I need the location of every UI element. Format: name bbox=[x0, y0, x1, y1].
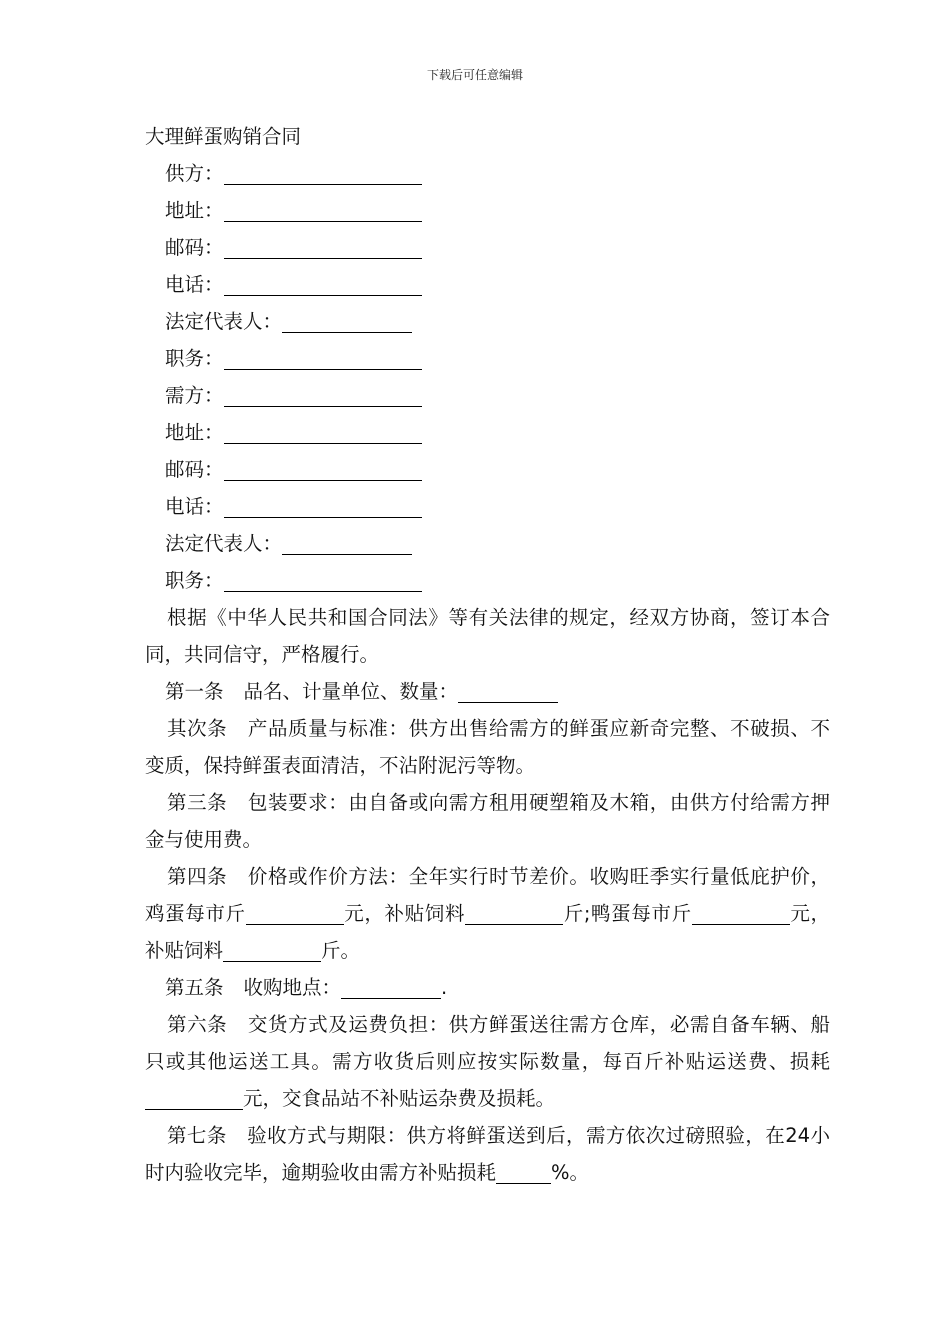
article-4 bbox=[145, 858, 830, 969]
article-1 bbox=[145, 673, 830, 710]
supplier-position-field bbox=[145, 340, 830, 377]
article-3 bbox=[145, 784, 830, 858]
article-text: 品名、计量单位、数量： bbox=[243, 680, 459, 703]
fill-line[interactable] bbox=[465, 902, 563, 925]
buyer-address-field bbox=[145, 414, 830, 451]
supplier-phone-field bbox=[145, 266, 830, 303]
article-number: 第四条 bbox=[167, 865, 228, 888]
field-label: 职务： bbox=[165, 347, 224, 370]
article-number: 第七条 bbox=[167, 1124, 227, 1147]
article-text: 包装要求：由自备或向需方租用硬塑箱及木箱，由供方付给需方押金与使用费。 bbox=[145, 791, 830, 851]
article-number: 第三条 bbox=[167, 791, 228, 814]
buyer-postcode-field bbox=[145, 451, 830, 488]
buyer-section bbox=[145, 377, 830, 599]
fill-line[interactable] bbox=[224, 273, 422, 296]
fill-line[interactable] bbox=[282, 532, 412, 555]
field-label: 地址： bbox=[165, 421, 224, 444]
field-label: 邮码： bbox=[165, 236, 224, 259]
article-text: 小时内验收完毕，逾期验收由需方补贴损耗 bbox=[145, 1124, 830, 1184]
fill-line[interactable] bbox=[282, 310, 412, 333]
article-text: . bbox=[441, 976, 448, 999]
fill-line[interactable] bbox=[496, 1161, 551, 1184]
fill-line[interactable] bbox=[145, 1087, 243, 1110]
field-label: 电话： bbox=[165, 495, 224, 518]
article-5 bbox=[145, 969, 830, 1006]
article-7 bbox=[145, 1117, 830, 1191]
contract-body bbox=[145, 118, 830, 1191]
field-label: 地址： bbox=[165, 199, 224, 222]
fill-line[interactable] bbox=[692, 902, 790, 925]
article-text: 斤;鸭蛋每市斤 bbox=[563, 902, 692, 925]
supplier-section bbox=[145, 155, 830, 377]
article-number: 其次条 bbox=[167, 717, 228, 740]
field-label: 电话： bbox=[165, 273, 224, 296]
article-text: 产品质量与标准：供方出售给需方的鲜蛋应新奇完整、不破损、不变质，保持鲜蛋表面清洁，不沾附泥污等物。 bbox=[145, 717, 830, 777]
fill-line[interactable] bbox=[224, 347, 422, 370]
article-text: 收购地点： bbox=[243, 976, 342, 999]
fill-line[interactable] bbox=[246, 902, 344, 925]
field-label: 邮码： bbox=[165, 458, 224, 481]
supplier-postcode-field bbox=[145, 229, 830, 266]
field-label: 法定代表人： bbox=[165, 310, 283, 333]
article-text: 斤。 bbox=[321, 939, 361, 962]
article-number: 第六条 bbox=[167, 1013, 228, 1036]
fill-line[interactable] bbox=[224, 236, 422, 259]
article-number: 第一条 bbox=[165, 680, 224, 703]
article-text: 验收方式与期限：供方将鲜蛋送到后，需方依次过磅照验，在 bbox=[246, 1124, 786, 1147]
article-text: 元，补贴饲料 bbox=[343, 902, 466, 925]
intro-paragraph: 根据《中华人民共和国合同法》等有关法律的规定，经双方协商，签订本合同，共同信守，严格履行。 bbox=[145, 606, 830, 666]
fill-line[interactable] bbox=[224, 495, 422, 518]
supplier-address-field bbox=[145, 192, 830, 229]
article-6 bbox=[145, 1006, 830, 1117]
fill-line[interactable] bbox=[224, 199, 422, 222]
article-text: 元，补贴饲料 bbox=[145, 902, 830, 962]
field-label: 法定代表人： bbox=[165, 532, 283, 555]
document-title: 大理鲜蛋购销合同 bbox=[145, 125, 302, 148]
field-label: 职务： bbox=[165, 569, 224, 592]
buyer-phone-field bbox=[145, 488, 830, 525]
page-header: 下载后可任意编辑 bbox=[426, 68, 523, 82]
buyer-name-field bbox=[145, 377, 830, 414]
article-text: 交货方式及运费负担：供方鲜蛋送往需方仓库，必需自备车辆、船只或其他运送工具。需方收货后则应按实际数量，每百斤补贴运送费、损耗 bbox=[145, 1013, 830, 1073]
fill-line[interactable] bbox=[224, 458, 422, 481]
fill-line[interactable] bbox=[223, 939, 321, 962]
article-text: %。 bbox=[551, 1161, 590, 1184]
fill-line[interactable] bbox=[458, 680, 558, 703]
fill-line[interactable] bbox=[224, 384, 422, 407]
article-2 bbox=[145, 710, 830, 784]
buyer-position-field bbox=[145, 562, 830, 599]
fill-line[interactable] bbox=[224, 569, 422, 592]
supplier-name-field bbox=[145, 155, 830, 192]
hours-value: 24 bbox=[785, 1124, 811, 1147]
field-label: 供方： bbox=[165, 162, 224, 185]
fill-line[interactable] bbox=[224, 421, 422, 444]
article-number: 第五条 bbox=[165, 976, 224, 999]
buyer-legal-rep-field bbox=[145, 525, 830, 562]
supplier-legal-rep-field bbox=[145, 303, 830, 340]
field-label: 需方： bbox=[165, 384, 224, 407]
fill-line[interactable] bbox=[224, 162, 422, 185]
article-text: 元，交食品站不补贴运杂费及损耗。 bbox=[243, 1087, 556, 1110]
fill-line[interactable] bbox=[341, 976, 441, 999]
article-text: 价格或作价方法：全年实行时节差价。收购旺季实行量低庇护价，鸡蛋每市斤 bbox=[145, 865, 830, 925]
